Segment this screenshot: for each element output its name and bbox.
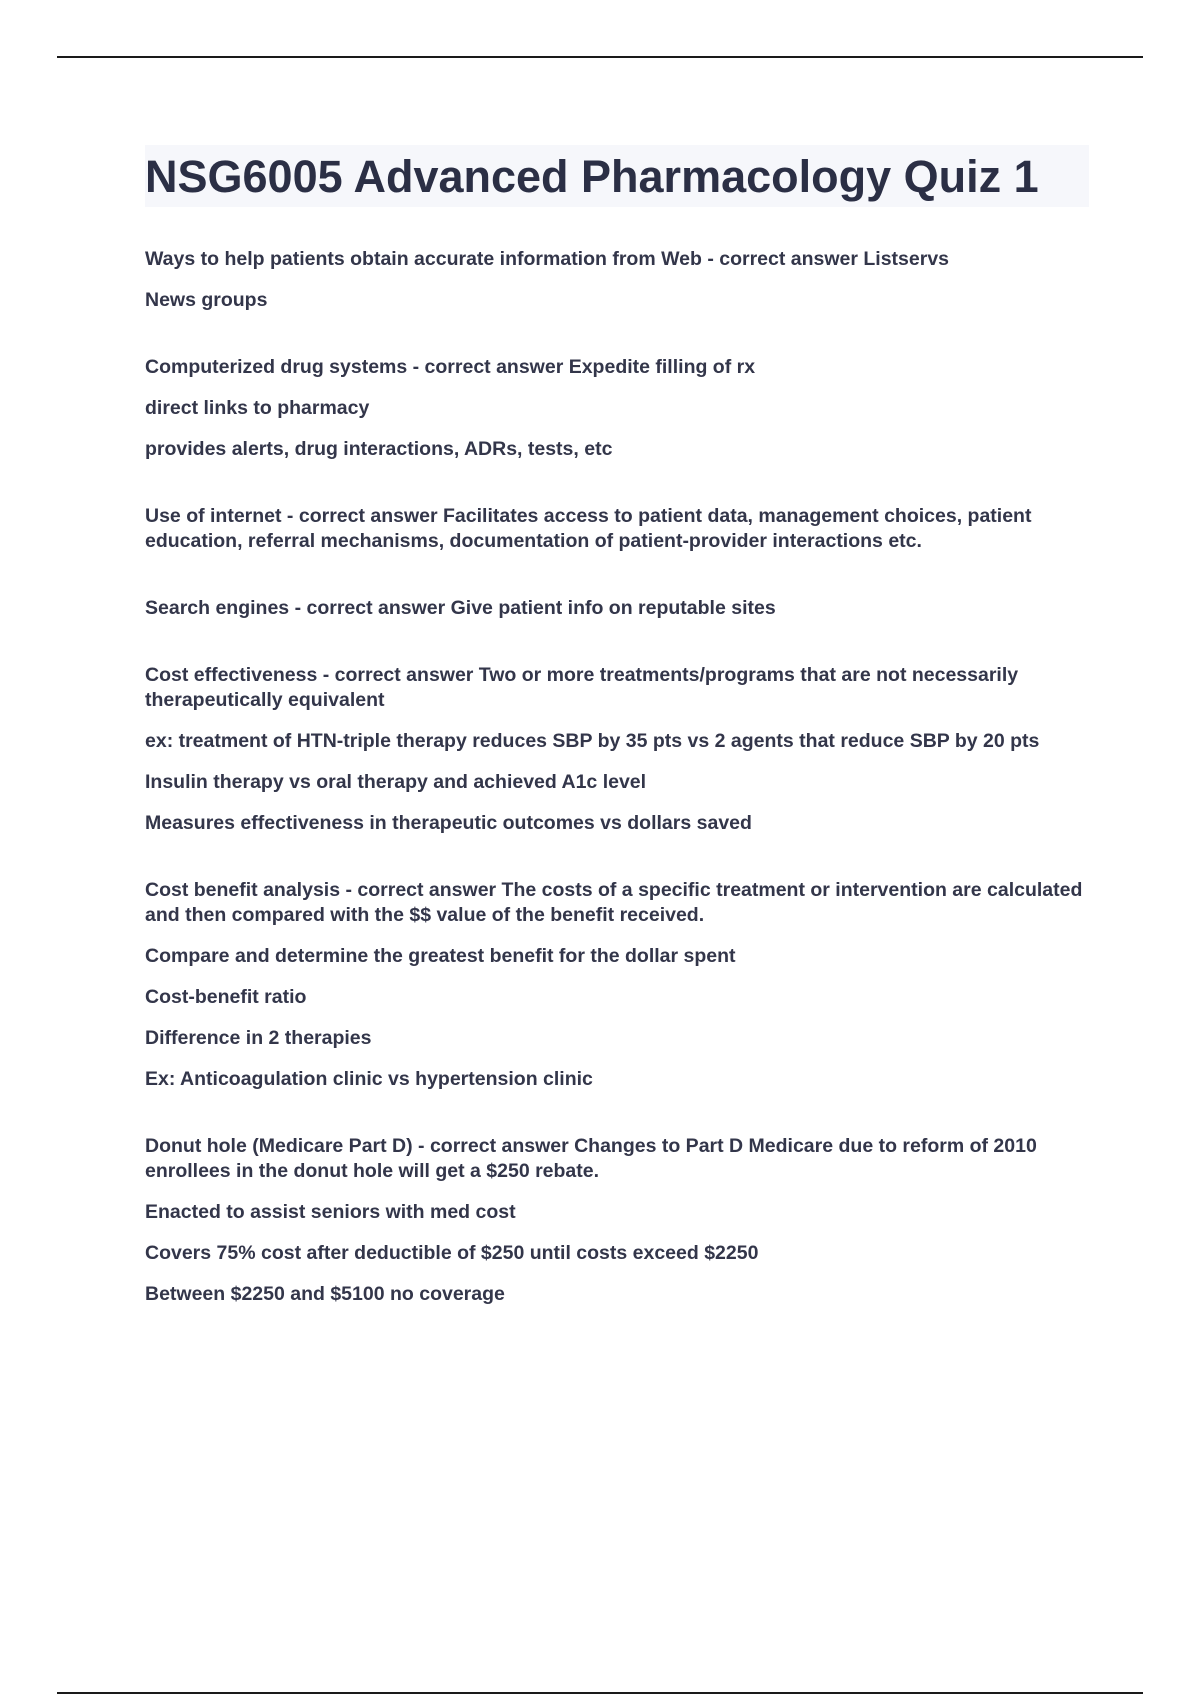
card-line: Covers 75% cost after deductible of $250 until costs exceed $2250 [145,1242,759,1264]
card-line: Enacted to assist seniors with med cost [145,1201,516,1223]
card-line: Insulin therapy vs oral therapy and achieved A1c level [145,771,647,793]
document-title: NSG6005 Advanced Pharmacology Quiz 1 [145,151,1039,202]
document-body [145,145,1089,1349]
flashcard-cost-effectiveness [145,663,1089,836]
flashcard-use-of-internet [145,504,1089,554]
flashcard-web-info [145,247,1089,313]
card-line: provides alerts, drug interactions, ADRs, tests, etc [145,438,613,460]
card-line: Use of internet - correct answer Facilitates access to patient data, management choices, patient education, referral mechanisms, documentation of patient-provider interactions etc. [145,505,1032,552]
bottom-rule [57,1692,1143,1694]
title-banner [145,145,1089,207]
card-line: direct links to pharmacy [145,397,370,419]
card-line: Search engines - correct answer Give patient info on reputable sites [145,597,776,619]
flashcard-cost-benefit-analysis [145,878,1089,1092]
flashcard-computerized-drug-systems [145,355,1089,462]
top-rule [57,56,1143,58]
card-line: Compare and determine the greatest benefit for the dollar spent [145,945,736,967]
flashcard-search-engines [145,596,1089,621]
card-line: Ex: Anticoagulation clinic vs hypertension clinic [145,1068,593,1090]
card-line: Computerized drug systems - correct answer Expedite filling of rx [145,356,756,378]
card-line: Between $2250 and $5100 no coverage [145,1283,505,1305]
card-line: Cost-benefit ratio [145,986,307,1008]
card-line: News groups [145,289,268,311]
flashcard-donut-hole [145,1134,1089,1307]
card-line: Difference in 2 therapies [145,1027,372,1049]
card-line: Cost effectiveness - correct answer Two or more treatments/programs that are not necessarily therapeutically equivalent [145,664,1019,711]
card-line: Measures effectiveness in therapeutic outcomes vs dollars saved [145,812,752,834]
card-line: Ways to help patients obtain accurate information from Web - correct answer Listservs [145,248,950,270]
card-line: Cost benefit analysis - correct answer The costs of a specific treatment or intervention are calculated and then compared with the $$ value of the benefit received. [145,879,1083,926]
card-line: Donut hole (Medicare Part D) - correct answer Changes to Part D Medicare due to reform of 2010 enrollees in the donut hole will get a $250 rebate. [145,1135,1037,1182]
card-line: ex: treatment of HTN-triple therapy reduces SBP by 35 pts vs 2 agents that reduce SBP by 20 pts [145,730,1040,752]
